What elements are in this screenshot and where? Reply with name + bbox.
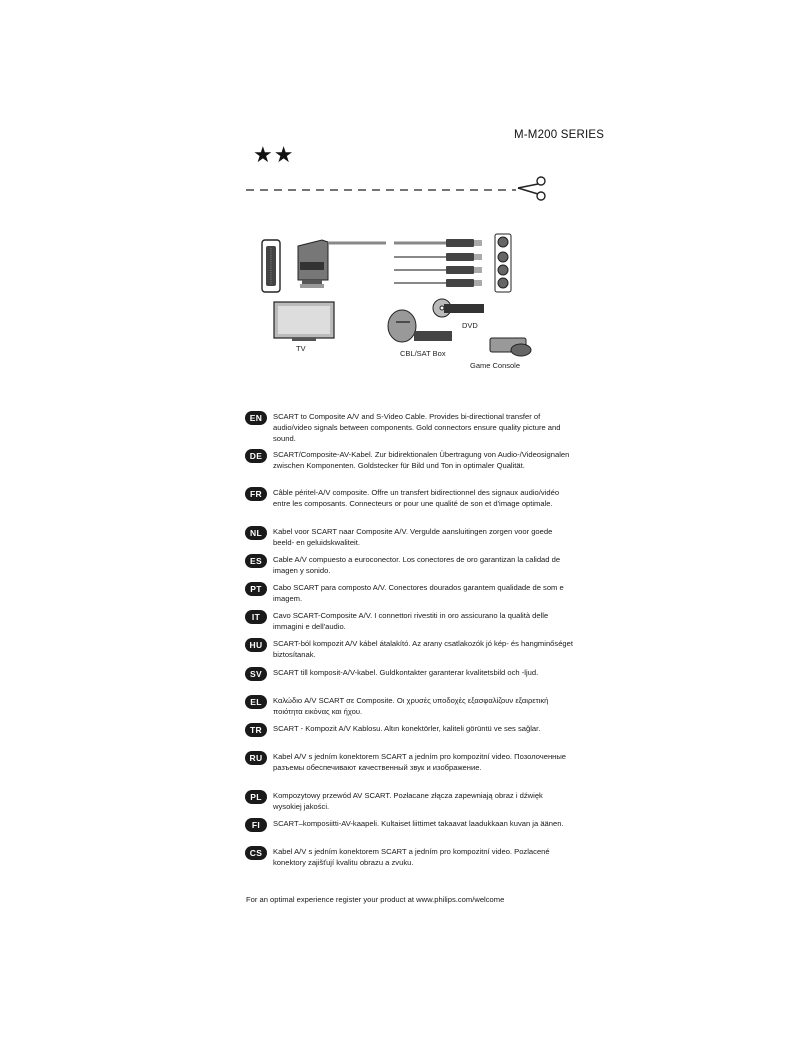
- lang-badge: FR: [245, 487, 267, 501]
- lang-text: SCART-ból kompozit A/V kábel átalakító. Az arany csatlakozók jó kép- és hangminőséget biztosítanak.: [273, 639, 573, 659]
- lang-badge: DE: [245, 449, 267, 463]
- lang-badge: PL: [245, 790, 267, 804]
- lang-badge: SV: [245, 667, 267, 681]
- lang-text: Cable A/V compuesto a euroconector. Los conectores de oro garantizan la calidad de imagen y sonido.: [273, 555, 561, 575]
- lang-badge: EL: [245, 695, 267, 709]
- lang-text: Kabel A/V s jedním konektorem SCART a jedním pro kompozitní video. Позолоченные разъемы обеспечивают качественный звук и изображение.: [273, 752, 567, 772]
- lang-badge: ES: [245, 554, 267, 568]
- lang-badge: CS: [245, 846, 267, 860]
- lang-text: SCART till komposit-A/V-kabel. Guldkontakter garanterar kvalitetsbild och -ljud.: [273, 668, 539, 677]
- lang-text: Cavo SCART-Composite A/V. I connettori rivestiti in oro assicurano la qualità delle immagini e dell'audio.: [273, 611, 549, 631]
- tv-label: TV: [296, 344, 306, 353]
- lang-badge: NL: [245, 526, 267, 540]
- footer-text: For an optimal experience register your product at www.philips.com/welcome: [246, 895, 505, 904]
- lang-badge: HU: [245, 638, 267, 652]
- series-title: M-M200 SERIES: [514, 129, 605, 141]
- lang-text: Kabel voor SCART naar Composite A/V. Vergulde aansluitingen zorgen voor goede beeld- en geluidskwaliteit.: [273, 527, 553, 547]
- lang-badge: RU: [245, 751, 267, 765]
- game-console-label: Game Console: [470, 361, 521, 370]
- lang-text: Cabo SCART para composto A/V. Conectores dourados garantem qualidade de som e imagem.: [273, 583, 564, 603]
- lang-text: SCART - Kompozit A/V Kablosu. Altın konektörler, kaliteli görüntü ve ses sağlar.: [273, 724, 541, 733]
- scissors-icon: [518, 177, 545, 200]
- game-console-icon: [490, 338, 531, 356]
- lang-badge: PT: [245, 582, 267, 596]
- lang-badge: FI: [245, 818, 267, 832]
- lang-badge: IT: [245, 610, 267, 624]
- lang-text: SCART–komposiitti-AV-kaapeli. Kultaiset liittimet takaavat laadukkaan kuvan ja äänen.: [273, 819, 564, 828]
- lang-badge: EN: [245, 411, 267, 425]
- cbl-sat-label: CBL/SAT Box: [400, 349, 446, 358]
- lang-text: Kompozytowy przewód AV SCART. Pozłacane złącza zapewniają obraz i dźwięk wysokiej jakości.: [273, 791, 543, 811]
- dvd-player-icon: [433, 299, 484, 317]
- lang-text: SCART to Composite A/V and S-Video Cable. Provides bi-directional transfer of audio/video signals between components. Gold connectors ensure quality picture and sound.: [273, 412, 561, 443]
- lang-text: SCART/Composite-AV-Kabel. Zur bidirektionalen Übertragung von Audio-/Videosignalen zwischen Komponenten. Goldstecker für Bild und Ton in optimaler Qualität.: [273, 450, 570, 470]
- rca-cables-icon: [394, 239, 482, 287]
- connection-diagram: [256, 230, 546, 380]
- tv-icon: [274, 302, 334, 341]
- two-stars-icon: ★★: [253, 142, 295, 167]
- scart-socket-icon: [262, 240, 280, 292]
- lang-badge: TR: [245, 723, 267, 737]
- lang-text: Καλώδιο A/V SCART σε Composite. Οι χρυσές υποδοχές εξασφαλίζουν εξαιρετική ποιότητα εικόνας και ήχου.: [273, 696, 549, 716]
- jack-panel-icon: [495, 234, 511, 292]
- lang-text: Kabel A/V s jedním konektorem SCART a jedním pro kompozitní video. Pozlacené konektory zajišťují kvalitu obrazu a zvuku.: [273, 847, 550, 867]
- scart-plug-icon: [298, 240, 386, 288]
- lang-text: Câble péritel-A/V composite. Offre un transfert bidirectionnel des signaux audio/vidéo entre les composants. Connecteurs or pour une qualité de son et d'image optimale.: [273, 488, 560, 508]
- cut-line: [246, 175, 556, 205]
- dvd-label: DVD: [462, 321, 478, 330]
